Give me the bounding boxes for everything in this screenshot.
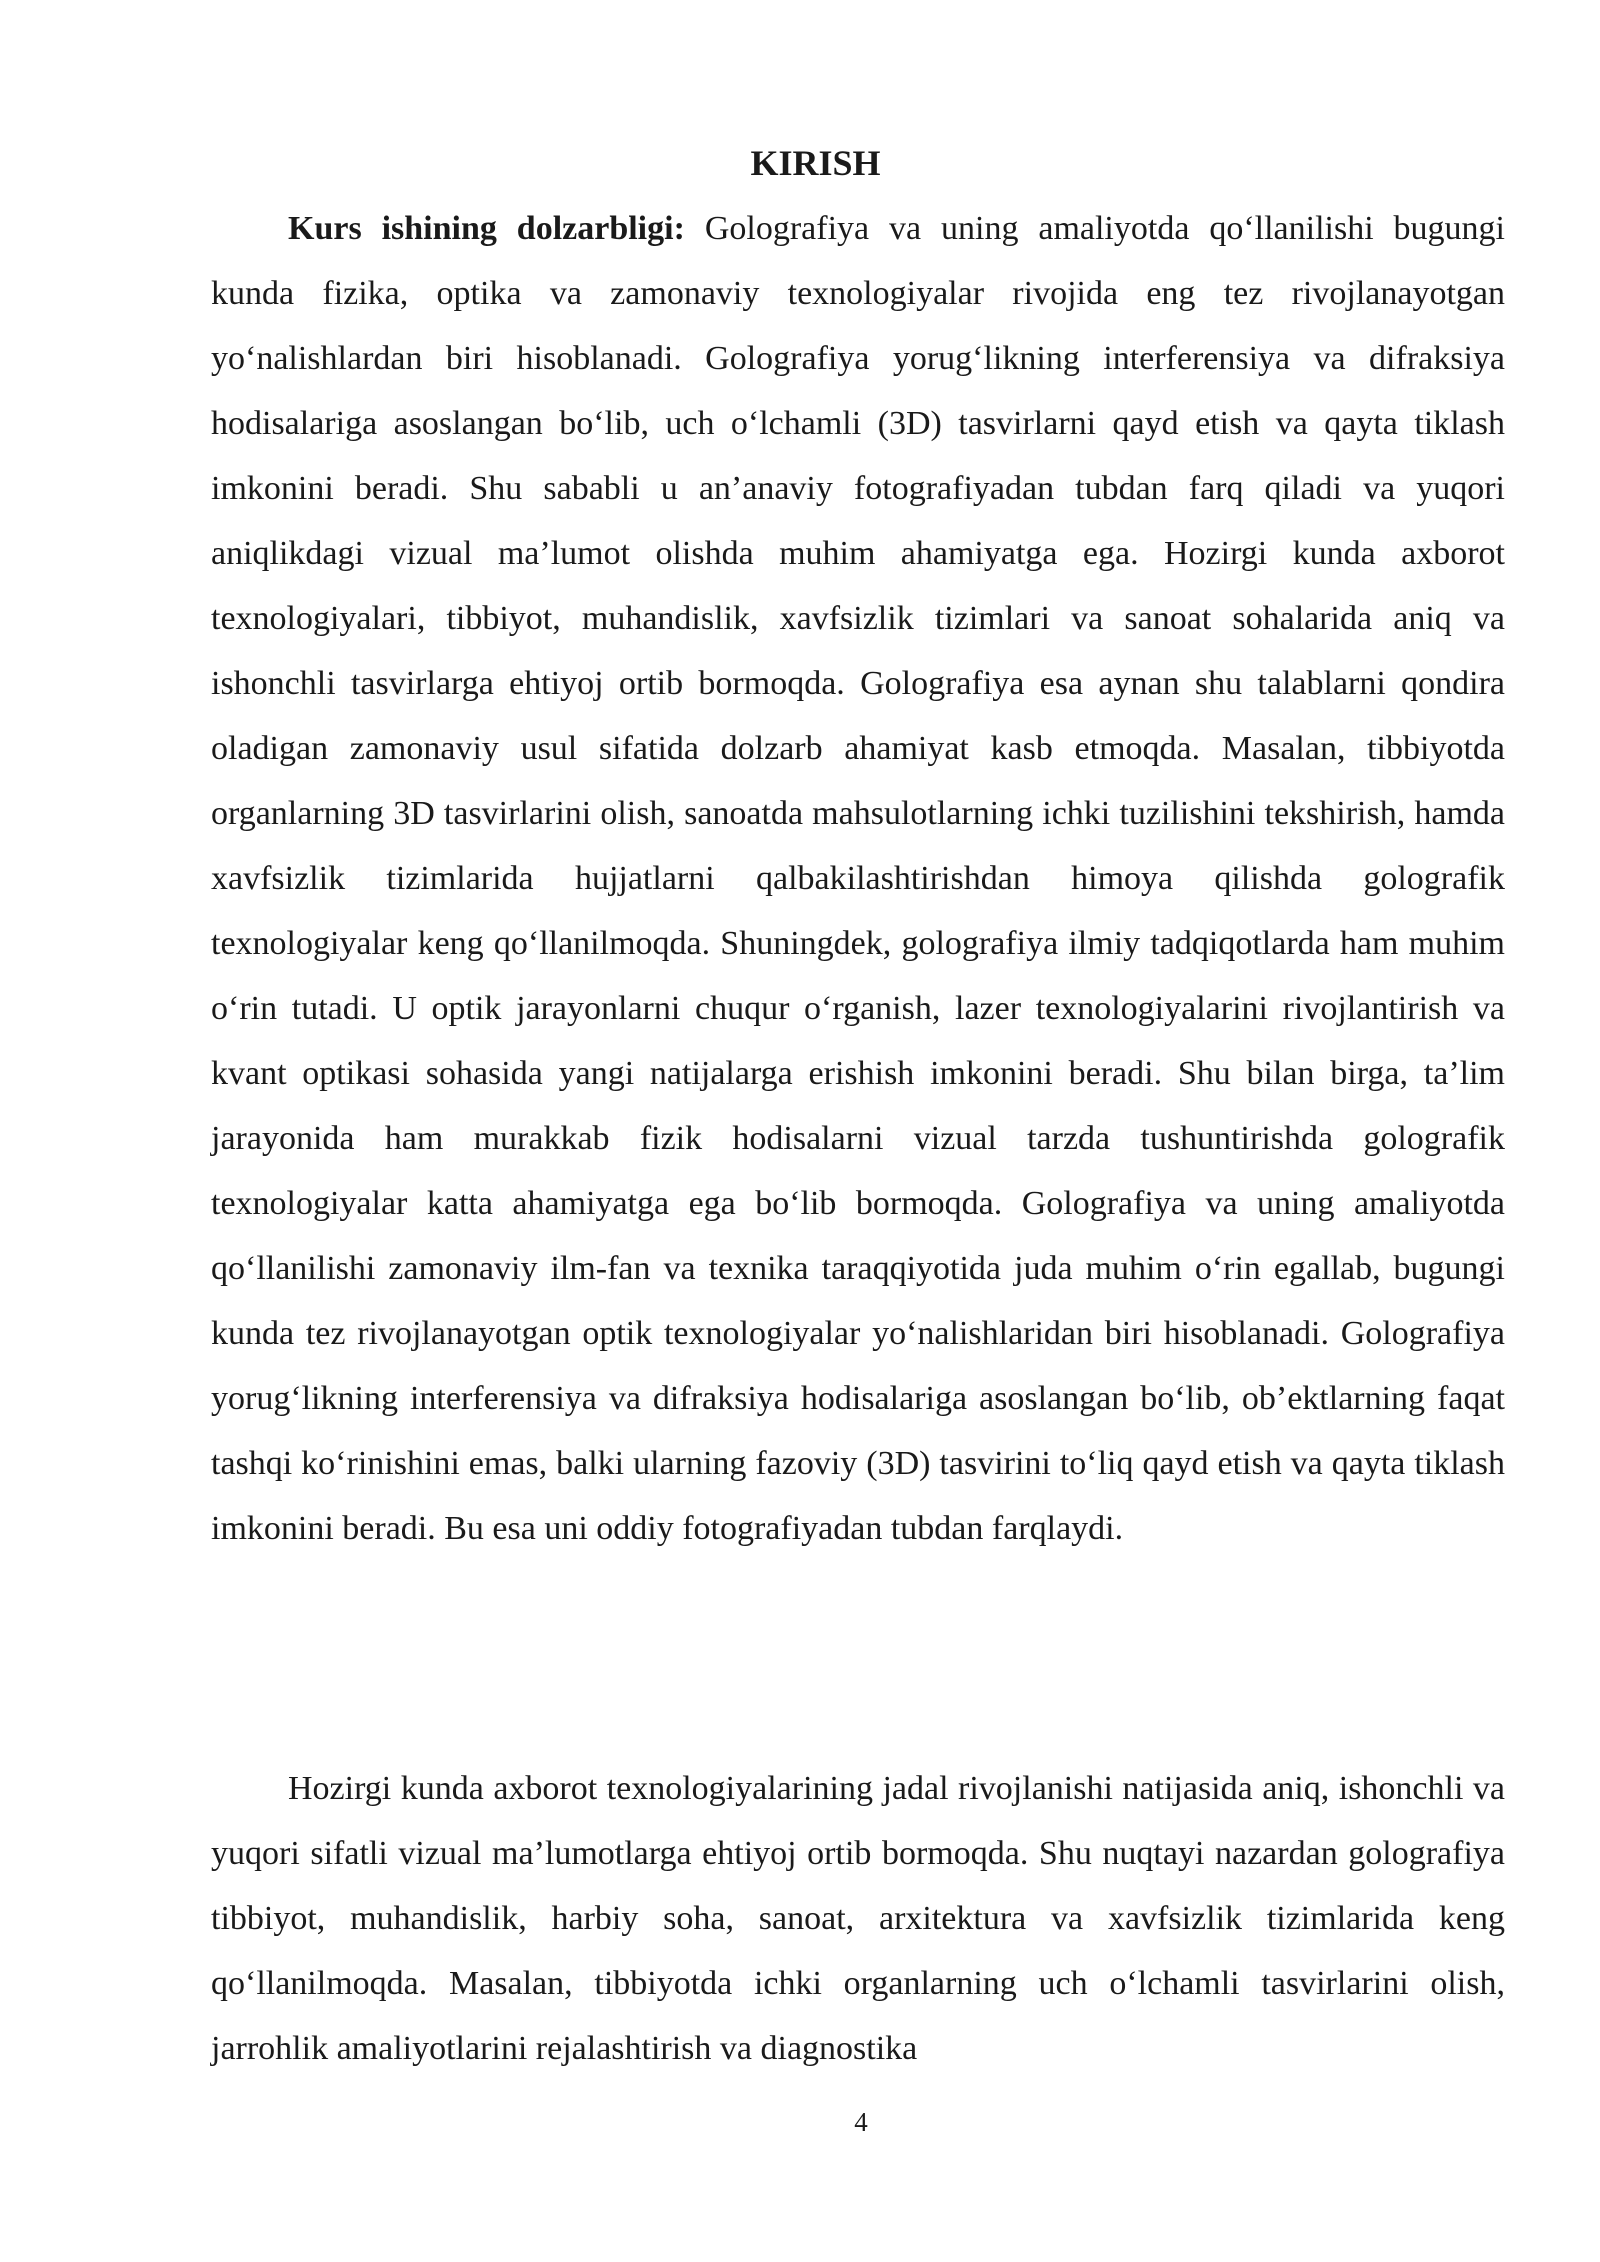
- paragraph-relevance: [211, 196, 1505, 1561]
- paragraph-applications: Hozirgi kunda axborot texnologiyalarining jadal rivojlanishi natijasida aniq, ishonchli va yuqori sifatli vizual ma’lumotlarga ehtiyoj ortib bormoqda. Shu nuqtayi nazardan golografiya tibbiyot, muhandislik, harbiy soha, sanoat, arxitektura va xavfsizlik tizimlarida keng qo‘llanilmoqda. Masalan, tibbiyotda ichki organlarning uch o‘lchamli tasvirlarini olish, jarrohlik amaliyotlarini rejalashtirish va diagnostika: [211, 1770, 1505, 2067]
- section-heading: KIRISH: [750, 143, 881, 183]
- page-number: 4: [854, 2107, 868, 2137]
- paragraph-lead: Kurs ishining dolzarbligi:: [288, 210, 685, 247]
- paragraph-body: Golografiya va uning amaliyotda qo‘llanilishi bugungi kunda fizika, optika va zamonaviy texnologiyalar rivojida eng tez rivojlanayotgan yo‘nalishlardan biri hisoblanadi. Golografiya yorug‘likning interferensiya va difraksiya hodisalariga asoslangan bo‘lib, uch o‘lchamli (3D) tasvirlarni qayd etish va qayta tiklash imkonini beradi. Shu sababli u an’anaviy fotografiyadan tubdan farq qiladi va yuqori aniqlikdagi vizual ma’lumot olishda muhim ahamiyatga ega. Hozirgi kunda axborot texnologiyalari, tibbiyot, muhandislik, xavfsizlik tizimlari va sanoat sohalarida aniq va ishonchli tasvirlarga ehtiyoj ortib bormoqda. Golografiya esa aynan shu talablarni qondira oladigan zamonaviy usul sifatida dolzarb ahamiyat kasb etmoqda. Masalan, tibbiyotda organlarning 3D tasvirlarini olish, sanoatda mahsulotlarning ichki tuzilishini tekshirish, hamda xavfsizlik tizimlarida hujjatlarni qalbakilashtirishdan himoya qilishda golografik texnologiyalar keng qo‘llanilmoqda. Shuningdek, golografiya ilmiy tadqiqotlarda ham muhim o‘rin tutadi. U optik jarayonlarni chuqur o‘rganish, lazer texnologiyalarini rivojlantirish va kvant optikasi sohasida yangi natijalarga erishish imkonini beradi. Shu bilan birga, ta’lim jarayonida ham murakkab fizik hodisalarni vizual tarzda tushuntirishda golografik texnologiyalar katta ahamiyatga ega bo‘lib bormoqda. Golografiya va uning amaliyotda qo‘llanilishi zamonaviy ilm-fan va texnika taraqqiyotida juda muhim o‘rin egallab, bugungi kunda tez rivojlanayotgan optik texnologiyalar yo‘nalishlaridan biri hisoblanadi. Golografiya yorug‘likning interferensiya va difraksiya hodisalariga asoslangan bo‘lib, ob’ektlarning faqat tashqi ko‘rinishini emas, balki ularning fazoviy (3D) tasvirini to‘liq qayd etish va qayta tiklash imkonini beradi. Bu esa uni oddiy fotografiyadan tubdan farqlaydi.: [211, 210, 1506, 1547]
